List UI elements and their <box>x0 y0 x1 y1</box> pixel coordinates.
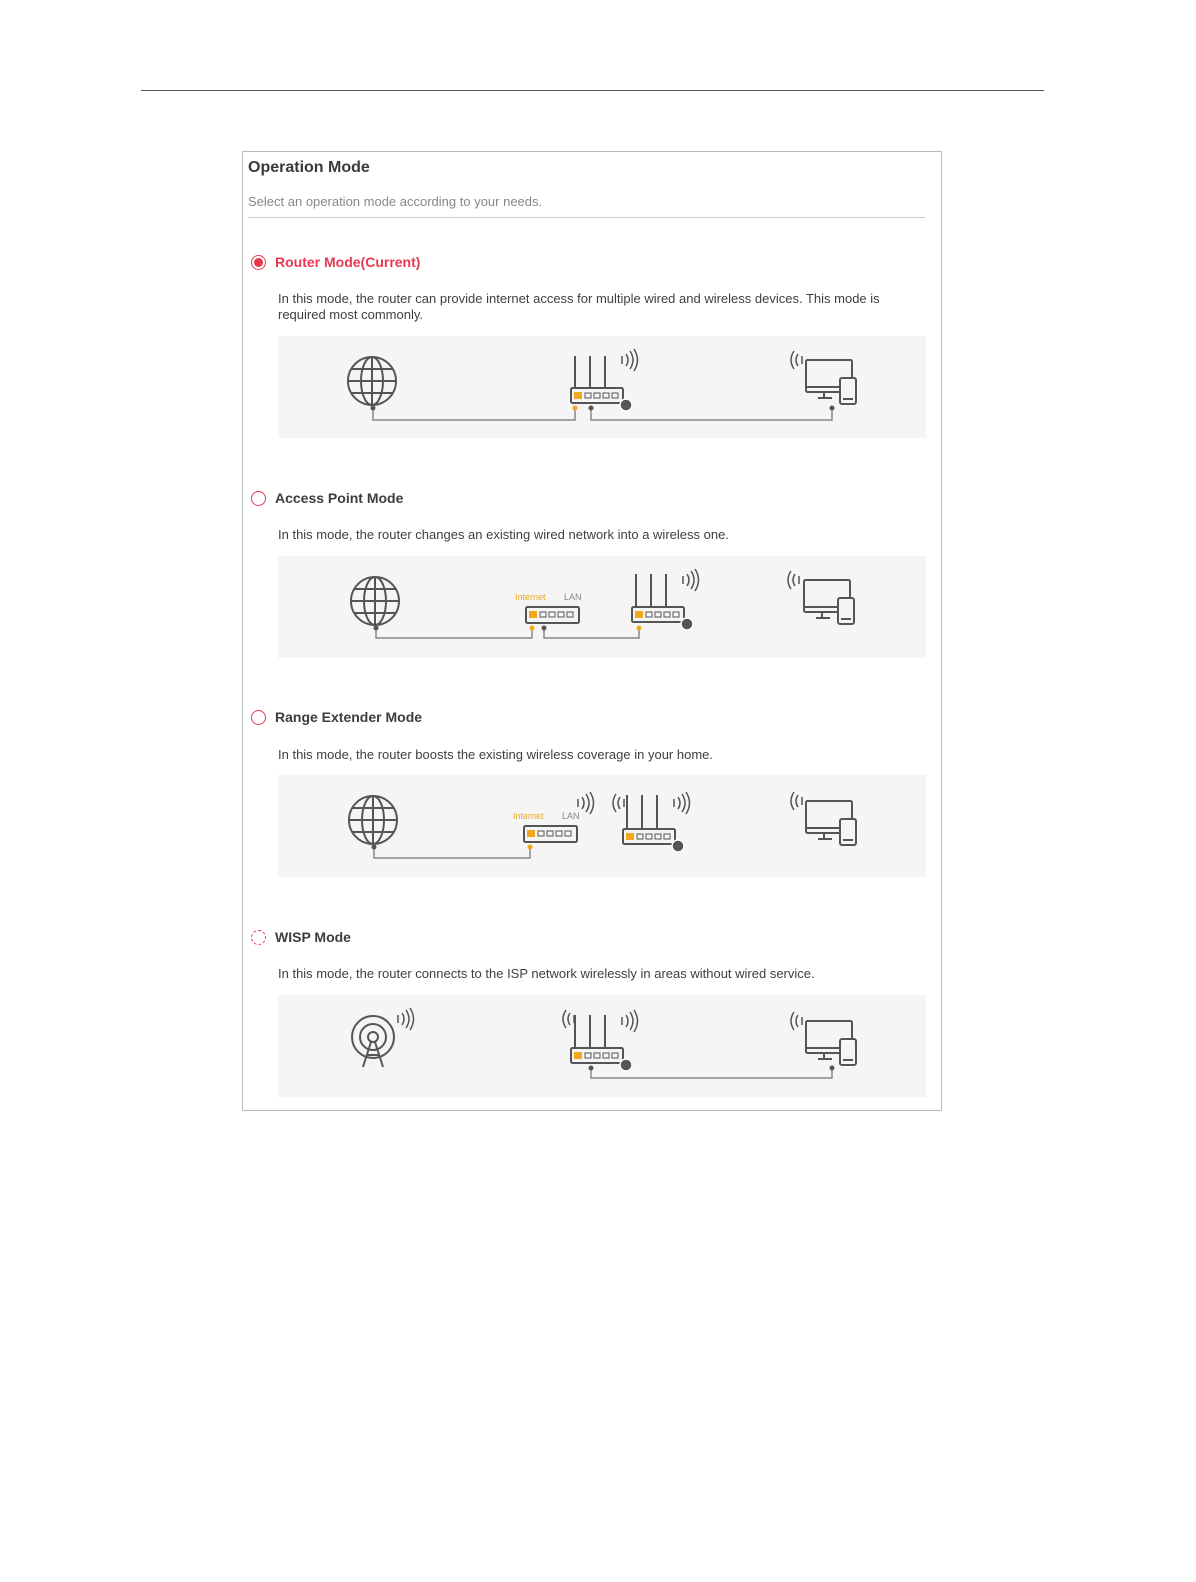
operation-mode-panel <box>242 151 942 1111</box>
antenna-tower-icon <box>352 1016 394 1067</box>
wisp-mode-description: In this mode, the router connects to the ISP network wirelessly in areas without wired service. <box>278 966 815 981</box>
wifi-wave-icon <box>674 792 690 814</box>
globe-icon <box>348 357 396 405</box>
radio-access-point-mode[interactable] <box>251 491 266 506</box>
monitor-phone-icon <box>806 360 856 404</box>
wifi-wave-icon <box>791 792 802 810</box>
wifi-wave-icon <box>622 1010 638 1032</box>
router-icon <box>623 795 684 852</box>
page-title: Operation Mode <box>248 159 370 176</box>
globe-icon <box>349 796 397 844</box>
access-point-mode-option[interactable] <box>251 488 403 508</box>
router-icon <box>632 574 693 630</box>
radio-router-mode[interactable] <box>251 255 266 270</box>
range-extender-mode-description: In this mode, the router boosts the existing wireless coverage in your home. <box>278 747 713 762</box>
internet-port-label: Internet <box>513 811 544 821</box>
monitor-phone-icon <box>806 1021 856 1065</box>
range-extender-mode-option[interactable] <box>251 707 422 727</box>
wisp-mode-diagram <box>278 995 926 1097</box>
access-point-mode-diagram <box>278 556 926 658</box>
router-mode-description: In this mode, the router can provide internet access for multiple wired and wireless devices. This mode is required most commonly. <box>278 291 880 322</box>
internet-port-label: Internet <box>515 592 546 602</box>
wifi-wave-icon <box>563 1010 574 1028</box>
page-subtitle: Select an operation mode according to your needs. <box>248 194 543 209</box>
router-icon <box>571 356 632 411</box>
wifi-wave-icon <box>613 794 624 812</box>
access-point-mode-label[interactable]: Access Point Mode <box>275 490 404 506</box>
router-mode-diagram <box>278 336 926 438</box>
wifi-wave-icon <box>398 1008 414 1030</box>
globe-icon <box>351 577 399 625</box>
modem-icon <box>526 607 579 623</box>
lan-port-label: LAN <box>562 811 580 821</box>
wisp-mode-option[interactable] <box>251 927 351 947</box>
range-extender-mode-label[interactable]: Range Extender Mode <box>275 709 423 725</box>
access-point-mode-description: In this mode, the router changes an existing wired network into a wireless one. <box>278 527 729 542</box>
radio-range-extender-mode[interactable] <box>251 710 266 725</box>
wifi-wave-icon <box>622 349 638 371</box>
wifi-wave-icon <box>578 792 594 814</box>
monitor-phone-icon <box>806 801 856 845</box>
router-icon <box>571 1015 632 1071</box>
range-extender-mode-diagram <box>278 775 926 877</box>
wifi-wave-icon <box>788 571 799 589</box>
radio-selected-dot <box>254 258 263 267</box>
divider <box>248 217 925 218</box>
router-mode-option[interactable] <box>251 252 420 272</box>
wifi-wave-icon <box>791 351 802 369</box>
router-mode-label[interactable]: Router Mode(Current) <box>275 254 421 270</box>
lan-port-label: LAN <box>564 592 582 602</box>
wisp-mode-label[interactable]: WISP Mode <box>275 929 351 945</box>
modem-icon <box>524 826 577 842</box>
monitor-phone-icon <box>804 580 854 624</box>
radio-wisp-mode[interactable] <box>251 930 266 945</box>
wifi-wave-icon <box>683 569 699 591</box>
wifi-wave-icon <box>791 1012 802 1030</box>
header-rule <box>141 90 1044 91</box>
